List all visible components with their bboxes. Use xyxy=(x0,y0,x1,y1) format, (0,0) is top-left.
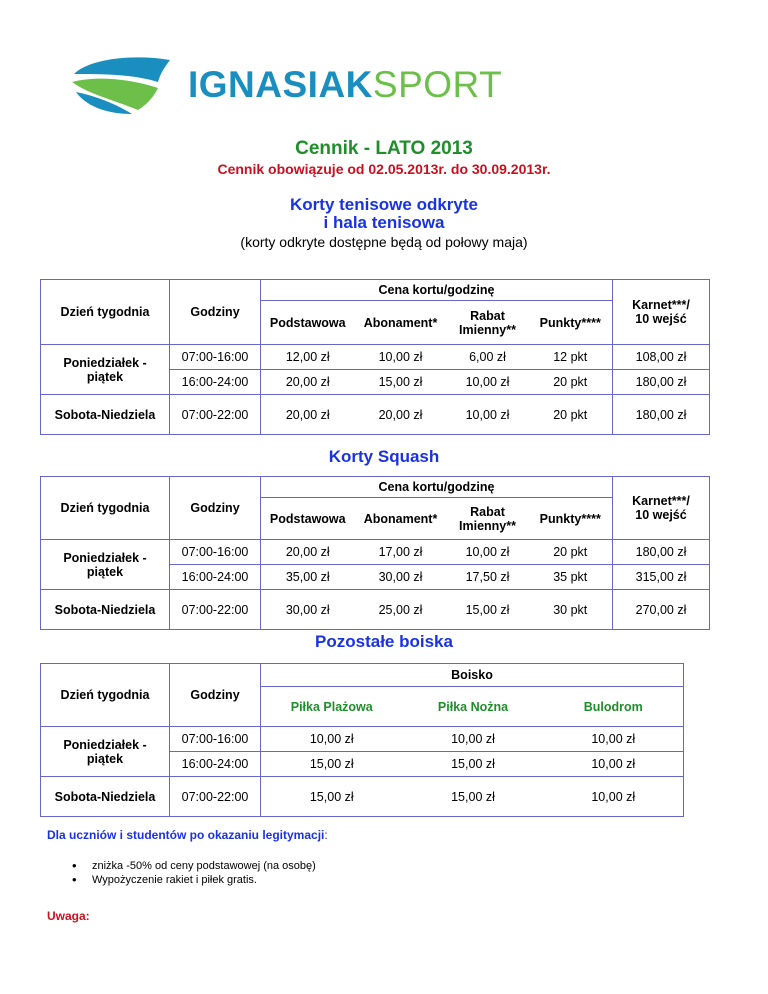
header-subscription: Abonament* xyxy=(355,301,447,345)
table-cell: 10,00 zł xyxy=(261,727,403,752)
table-cell: 20,00 zł xyxy=(261,540,355,565)
table-cell: 30,00 zł xyxy=(355,565,447,590)
tennis-note: (korty odkryte dostępne będą od połowy maja) xyxy=(240,234,528,250)
table-cell: 270,00 zł xyxy=(613,590,710,630)
header-price-group: Cena kortu/godzinę xyxy=(261,280,613,301)
table-cell: 108,00 zł xyxy=(613,345,710,370)
table-cell: 10,00 zł xyxy=(544,727,684,752)
logo-text-secondary: SPORT xyxy=(372,64,503,105)
weekday-cell: Poniedziałek - piątek xyxy=(41,727,170,777)
warning-label: Uwaga: xyxy=(47,909,90,923)
table-cell: 16:00-24:00 xyxy=(170,370,261,395)
header-rabat: Rabat Imienny** xyxy=(447,301,529,345)
table-cell: 07:00-16:00 xyxy=(170,727,261,752)
header-basic: Podstawowa xyxy=(261,301,355,345)
table-cell: 15,00 zł xyxy=(261,777,403,817)
table-cell: 07:00-22:00 xyxy=(170,395,261,435)
weekday-cell: Poniedziałek - piątek xyxy=(41,345,170,395)
header-hours: Godziny xyxy=(170,477,261,540)
table-cell: 10,00 zł xyxy=(544,777,684,817)
table-cell: 15,00 zł xyxy=(355,370,447,395)
table-cell: 15,00 zł xyxy=(261,752,403,777)
table-cell: 20 pkt xyxy=(529,395,613,435)
list-item: • zniżka -50% od ceny podstawowej (na osobę) xyxy=(72,859,316,873)
table-cell: 35 pkt xyxy=(529,565,613,590)
header-hours: Godziny xyxy=(170,280,261,345)
weekend-cell: Sobota-Niedziela xyxy=(41,777,170,817)
table-cell: 30,00 zł xyxy=(261,590,355,630)
tennis-table xyxy=(40,279,710,435)
squash-title: Korty Squash xyxy=(328,447,440,466)
weekend-cell: Sobota-Niedziela xyxy=(41,590,170,630)
table-cell: 17,00 zł xyxy=(355,540,447,565)
table-cell: 180,00 zł xyxy=(613,540,710,565)
header-field-group: Boisko xyxy=(261,664,684,687)
table-cell: 07:00-22:00 xyxy=(170,777,261,817)
table-cell: 07:00-22:00 xyxy=(170,590,261,630)
table-cell: 30 pkt xyxy=(529,590,613,630)
table-cell: 15,00 zł xyxy=(403,752,544,777)
tennis-title-line2: i hala tenisowa xyxy=(323,213,445,232)
table-cell: 16:00-24:00 xyxy=(170,752,261,777)
table-cell: 07:00-16:00 xyxy=(170,540,261,565)
table-cell: 10,00 zł xyxy=(544,752,684,777)
table-cell: 10,00 zł xyxy=(447,540,529,565)
table-cell: 10,00 zł xyxy=(447,395,529,435)
logo-swoosh-icon xyxy=(66,52,186,118)
header-day: Dzień tygodnia xyxy=(41,664,170,727)
table-cell: 07:00-16:00 xyxy=(170,345,261,370)
squash-table xyxy=(40,476,710,630)
other-title: Pozostałe boiska xyxy=(315,632,453,651)
tennis-title-line1: Korty tenisowe odkryte xyxy=(290,195,478,214)
other-table xyxy=(40,663,684,817)
weekday-cell: Poniedziałek - piątek xyxy=(41,540,170,590)
header-price-group: Cena kortu/godzinę xyxy=(261,477,613,498)
table-cell: 180,00 zł xyxy=(613,395,710,435)
logo-text-primary: IGNASIAK xyxy=(188,64,373,105)
list-item: • Wypożyczenie rakiet i piłek gratis. xyxy=(72,873,316,887)
students-heading: Dla uczniów i studentów po okazaniu legitymacji: xyxy=(47,828,328,842)
header-points: Punkty**** xyxy=(529,301,613,345)
table-cell: 315,00 zł xyxy=(613,565,710,590)
weekend-cell: Sobota-Niedziela xyxy=(41,395,170,435)
table-cell: 12 pkt xyxy=(529,345,613,370)
header-rabat: Rabat Imienny** xyxy=(447,498,529,540)
table-cell: 180,00 zł xyxy=(613,370,710,395)
table-cell: 10,00 zł xyxy=(403,727,544,752)
header-day: Dzień tygodnia xyxy=(41,477,170,540)
header-day: Dzień tygodnia xyxy=(41,280,170,345)
header-beach: Piłka Plażowa xyxy=(261,687,403,727)
table-cell: 6,00 zł xyxy=(447,345,529,370)
page-subtitle: Cennik obowiązuje od 02.05.2013r. do 30.09.2013r. xyxy=(217,161,551,177)
table-cell: 20 pkt xyxy=(529,540,613,565)
students-list xyxy=(72,859,316,887)
header-points: Punkty**** xyxy=(529,498,613,540)
header-bulodrom: Bulodrom xyxy=(544,687,684,727)
table-cell: 35,00 zł xyxy=(261,565,355,590)
table-cell: 20,00 zł xyxy=(355,395,447,435)
table-cell: 20 pkt xyxy=(529,370,613,395)
header-subscription: Abonament* xyxy=(355,498,447,540)
table-cell: 17,50 zł xyxy=(447,565,529,590)
table-cell: 25,00 zł xyxy=(355,590,447,630)
header-football: Piłka Nożna xyxy=(403,687,544,727)
table-cell: 20,00 zł xyxy=(261,395,355,435)
table-cell: 15,00 zł xyxy=(403,777,544,817)
header-basic: Podstawowa xyxy=(261,498,355,540)
table-cell: 12,00 zł xyxy=(261,345,355,370)
table-cell: 16:00-24:00 xyxy=(170,565,261,590)
header-pass: Karnet***/ 10 wejść xyxy=(613,280,710,345)
header-hours: Godziny xyxy=(170,664,261,727)
table-cell: 10,00 zł xyxy=(355,345,447,370)
table-cell: 15,00 zł xyxy=(447,590,529,630)
logo xyxy=(66,52,503,118)
page-title: Cennik - LATO 2013 xyxy=(295,138,473,159)
header-pass: Karnet***/ 10 wejść xyxy=(613,477,710,540)
table-cell: 20,00 zł xyxy=(261,370,355,395)
table-cell: 10,00 zł xyxy=(447,370,529,395)
